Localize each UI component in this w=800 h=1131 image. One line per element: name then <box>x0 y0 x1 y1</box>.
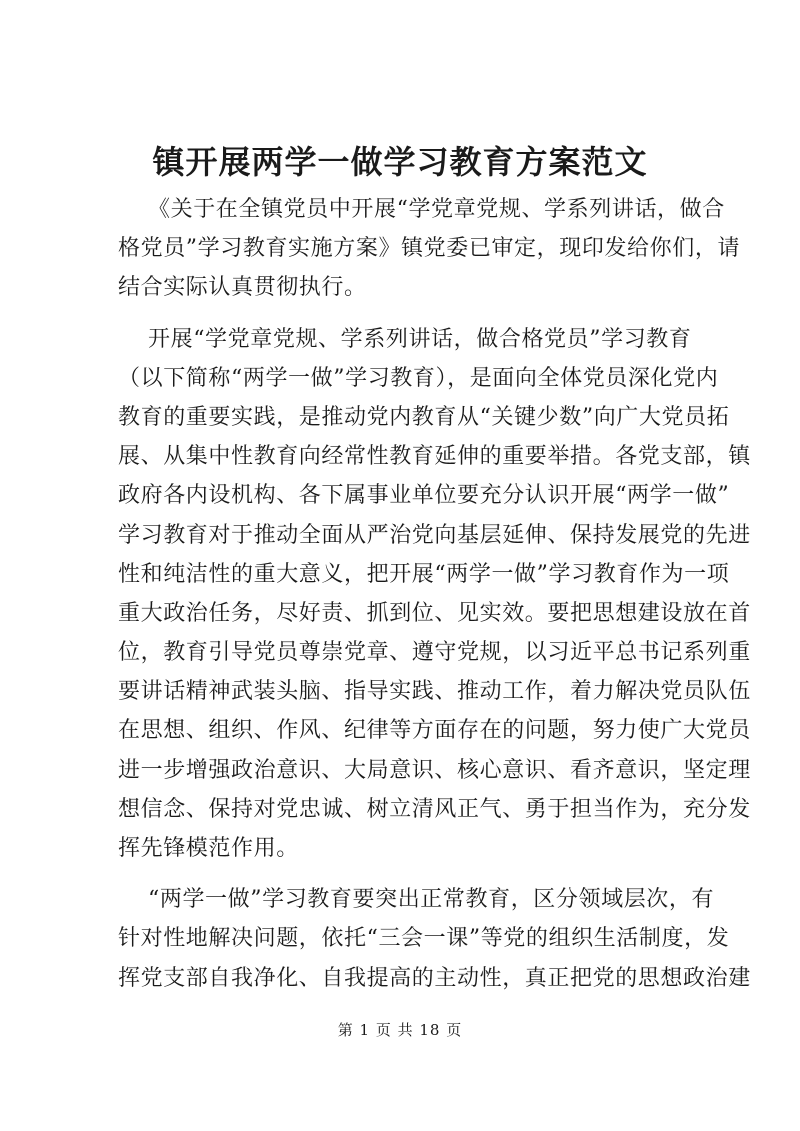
paragraph-line: 要讲话精神武装头脑、指导实践、推动工作，着力解决党员队伍 <box>118 679 751 705</box>
paragraph-line: 针对性地解决问题，依托“三会一课”等党的组织生活制度，发 <box>118 926 730 952</box>
paragraph-line: （以下简称“两学一做”学习教育），是面向全体党员深化党内 <box>118 365 719 391</box>
paragraph-2 <box>118 320 751 869</box>
paragraph-line: 挥党支部自我净化、自我提高的主动性，真正把党的思想政治建 <box>118 965 751 991</box>
paragraph-line: 想信念、保持对党忠诚、树立清风正气、勇于担当作为，充分发 <box>118 796 751 822</box>
paragraph-line: 格党员”学习教育实施方案》镇党委已审定，现印发给你们，请 <box>118 236 741 262</box>
paragraph-line: 教育的重要实践，是推动党内教育从“关键少数”向广大党员拓 <box>118 404 730 430</box>
document-title: 镇开展两学一做学习教育方案范文 <box>152 143 648 181</box>
paragraph-line: 性和纯洁性的重大意义，把开展“两学一做”学习教育作为一项 <box>118 561 730 587</box>
paragraph-line: “两学一做”学习教育要突出正常教育，区分领域层次，有 <box>148 887 715 913</box>
paragraph-line: 开展“学党章党规、学系列讲话，做合格党员”学习教育 <box>148 326 692 352</box>
paragraph-3 <box>118 880 751 998</box>
page-footer: 第 1 页 共 18 页 <box>337 1021 463 1039</box>
document-body <box>118 190 751 998</box>
paragraph-line: 政府各内设机构、各下属事业单位要充分认识开展“两学一做” <box>118 483 730 509</box>
paragraph-line: 《关于在全镇党员中开展“学党章党规、学系列讲话，做合 <box>148 197 725 222</box>
paragraph-line: 学习教育对于推动全面从严治党向基层延伸、保持发展党的先进 <box>118 522 751 548</box>
paragraph-line: 结合实际认真贯彻执行。 <box>118 275 367 301</box>
paragraph-line: 重大政治任务，尽好责、抓到位、见实效。要把思想建设放在首 <box>118 600 751 626</box>
paragraph-line: 在思想、组织、作风、纪律等方面存在的问题，努力使广大党员 <box>118 718 751 744</box>
paragraph-line: 挥先锋模范作用。 <box>118 836 299 861</box>
paragraph-line: 位，教育引导党员尊崇党章、遵守党规，以习近平总书记系列重 <box>118 640 751 666</box>
paragraph-line: 展、从集中性教育向经常性教育延伸的重要举措。各党支部，镇 <box>118 444 751 470</box>
paragraph-1 <box>118 190 741 308</box>
paragraph-line: 进一步增强政治意识、大局意识、核心意识、看齐意识，坚定理 <box>118 757 751 783</box>
